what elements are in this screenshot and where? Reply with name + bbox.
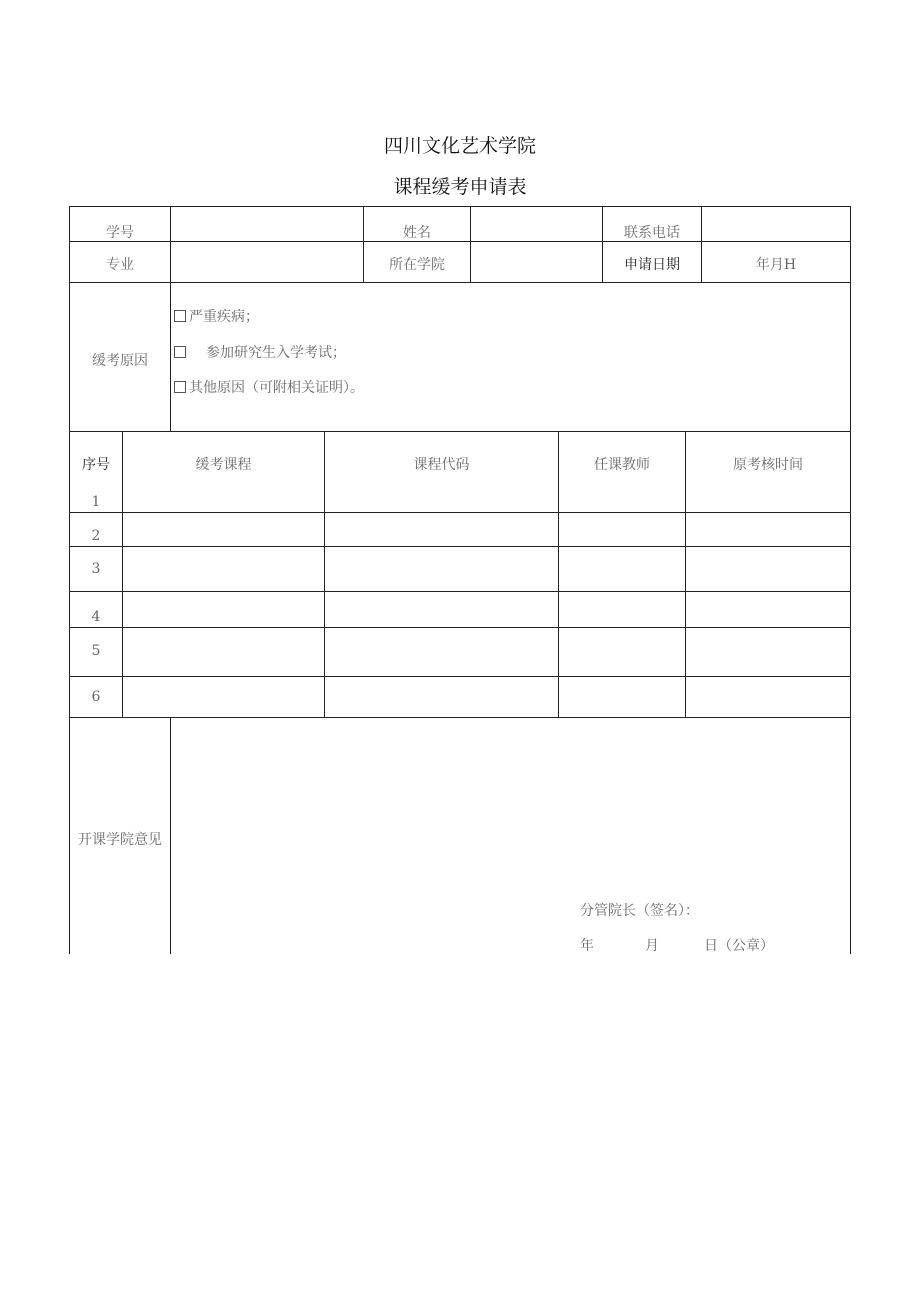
row-divider	[69, 627, 851, 628]
checkbox-icon[interactable]	[174, 346, 186, 358]
header-course: 缓考课程	[195, 457, 252, 473]
col-divider	[324, 431, 325, 718]
institution-title: 四川文化艺术学院	[383, 135, 536, 157]
phone-field[interactable]	[702, 207, 850, 241]
col-divider	[122, 431, 123, 718]
student-id-label: 学号	[106, 225, 134, 241]
row-divider	[69, 591, 851, 592]
row-number: 5	[91, 643, 101, 659]
checkbox-icon[interactable]	[174, 381, 186, 393]
row-number: 1	[91, 494, 101, 510]
opinion-label: 开课学院意见	[78, 832, 162, 848]
reason-option-postgrad-exam[interactable]: 参加研究生入学考试；	[174, 342, 346, 362]
phone-label: 联系电话	[624, 225, 680, 241]
college-field[interactable]	[471, 242, 602, 282]
date-day-seal-label: 日（公章）	[704, 938, 774, 954]
col-divider	[685, 431, 686, 718]
reason-option-other[interactable]: 其他原因（可附相关证明）。	[174, 377, 364, 397]
date-month-label: 月	[645, 938, 659, 954]
signature-label: 分管院长（签名）：	[580, 903, 699, 919]
row-divider	[69, 512, 851, 513]
header-course-code: 课程代码	[413, 457, 470, 473]
checkbox-icon[interactable]	[174, 310, 186, 322]
col-divider	[558, 431, 559, 718]
reason-option-illness[interactable]: 严重疾病；	[174, 306, 259, 326]
row-divider	[69, 546, 851, 547]
college-label: 所在学院	[389, 257, 445, 273]
table-border-right	[850, 206, 851, 954]
major-field[interactable]	[171, 242, 363, 282]
row-number: 3	[91, 561, 101, 577]
row-number: 4	[91, 609, 101, 625]
row-number: 2	[91, 528, 101, 544]
date-year-label: 年	[580, 938, 594, 954]
reason-label: 缓考原因	[92, 353, 148, 369]
col-divider	[170, 717, 171, 954]
apply-date-label: 申请日期	[624, 257, 680, 273]
header-teacher: 任课教师	[594, 457, 650, 473]
header-seq: 序号	[82, 457, 110, 473]
apply-date-value: 年月H	[755, 257, 797, 273]
name-label: 姓名	[403, 225, 431, 241]
row-divider	[69, 282, 851, 283]
row-divider	[69, 717, 851, 718]
name-field[interactable]	[471, 207, 602, 241]
row-divider	[69, 431, 851, 432]
row-divider	[69, 676, 851, 677]
form-title: 课程缓考申请表	[393, 176, 527, 198]
student-id-field[interactable]	[171, 207, 363, 241]
major-label: 专业	[106, 257, 134, 273]
row-number: 6	[91, 689, 101, 705]
header-original-time: 原考核时间	[733, 457, 803, 473]
